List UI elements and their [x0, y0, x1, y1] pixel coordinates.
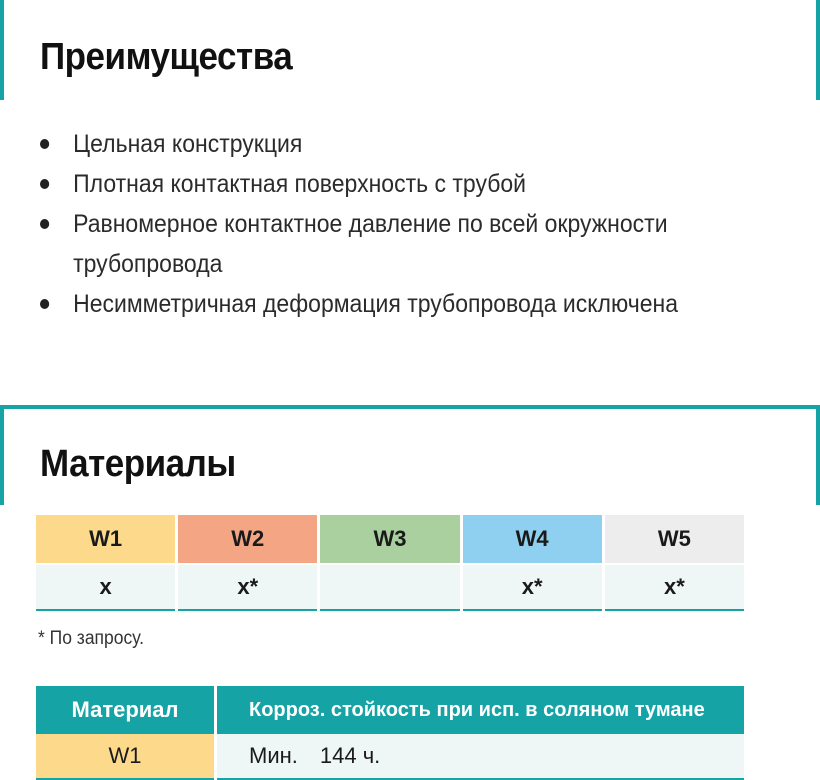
list-item-text: Цельная конструкция [73, 130, 303, 158]
availability-w5: x* [605, 563, 744, 611]
grade-w3-cell: W3 [320, 515, 459, 563]
list-item-text: Плотная контактная поверхность с трубой [73, 170, 527, 198]
corrosion-value-cell [217, 734, 744, 780]
availability-w3 [320, 563, 459, 611]
advantages-section [0, 0, 820, 100]
grade-w5-cell: W5 [605, 515, 744, 563]
availability-w4: x* [463, 563, 602, 611]
value-prefix: Мин. [249, 743, 298, 768]
corrosion-header: Корроз. стойкость при исп. в соляном тумане [217, 686, 744, 734]
corrosion-header-row [36, 686, 744, 734]
materials-section [0, 405, 820, 505]
table-row [36, 734, 744, 780]
bullet-icon [40, 139, 49, 149]
list-item-text: Несимметричная деформация трубопровода исключена [73, 290, 678, 318]
bullet-icon [40, 179, 49, 189]
grades-header-row [36, 515, 744, 563]
materials-title: Материалы [40, 443, 236, 485]
list-item [40, 164, 684, 204]
list-item [40, 124, 684, 164]
material-cell: W1 [36, 734, 214, 780]
availability-row [36, 563, 744, 611]
grade-w1-cell: W1 [36, 515, 175, 563]
material-header: Материал [36, 686, 214, 734]
list-item [40, 284, 684, 324]
advantages-title: Преимущества [40, 36, 293, 78]
corrosion-table [33, 686, 747, 780]
advantages-list [40, 124, 740, 324]
list-item-text-continued: трубопровода [73, 250, 223, 278]
grade-w2-cell: W2 [178, 515, 317, 563]
availability-w1: x [36, 563, 175, 611]
bullet-icon [40, 219, 49, 229]
bullet-icon [40, 299, 49, 309]
footnote: * По запросу. [38, 628, 145, 649]
material-grades-table [33, 515, 747, 611]
grade-w4-cell: W4 [463, 515, 602, 563]
value-text: 144 ч. [319, 743, 381, 768]
availability-w2: x* [178, 563, 317, 611]
list-item [40, 204, 684, 284]
list-item-text: Равномерное контактное давление по всей окружности [73, 210, 668, 238]
